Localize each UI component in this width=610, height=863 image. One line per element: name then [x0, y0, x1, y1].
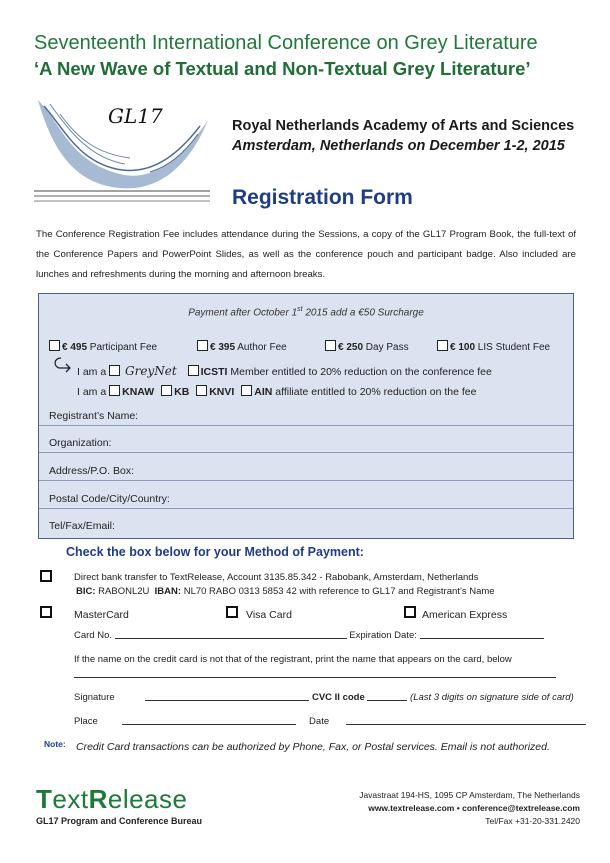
bank-transfer-checkbox[interactable]	[40, 570, 52, 582]
bic-label: BIC:	[76, 586, 96, 597]
visa-checkbox[interactable]	[226, 606, 238, 618]
field-line	[39, 508, 573, 509]
website-link[interactable]: www.textrelease.com	[368, 803, 455, 813]
venue-name: Royal Netherlands Academy of Arts and Sciences	[232, 118, 575, 134]
address-line: Javastraat 194-HS, 1095 CP Amsterdam, The Netherlands	[359, 790, 580, 800]
greynet-checkbox[interactable]	[109, 365, 120, 376]
fee-label: Author Fee	[235, 342, 287, 353]
contact-field[interactable]: Tel/Fax/Email:	[49, 520, 115, 532]
postal-code-field[interactable]: Postal Code/City/Country:	[49, 493, 170, 505]
conference-subtitle: ‘A New Wave of Textual and Non-Textual Grey Literature’	[34, 58, 531, 79]
expiration-input[interactable]	[420, 628, 544, 639]
note-text: Credit Card transactions can be authorized by Phone, Fax, or Postal services. Email is not authorized.	[76, 741, 550, 753]
curved-arrow-icon	[51, 356, 73, 379]
fee-amount: € 495	[62, 342, 88, 353]
organization-field[interactable]: Organization:	[49, 437, 112, 449]
bureau-label: GL17 Program and Conference Bureau	[36, 816, 203, 826]
web-email-line	[368, 803, 580, 813]
venue-place-date: Amsterdam, Netherlands on December 1-2, 2015	[232, 138, 565, 154]
fee-amount: € 250	[338, 342, 364, 353]
cardholder-name-input[interactable]	[74, 677, 556, 678]
signature-row	[74, 690, 574, 703]
fee-option-author[interactable]	[197, 340, 287, 353]
fee-amount: € 395	[210, 342, 236, 353]
place-date-row	[74, 714, 586, 727]
iban-value: NL70 RABO 0313 5853 42 with reference to GL17 and Registrant’s Name	[183, 586, 495, 597]
member-row	[77, 364, 492, 378]
visa-label: Visa Card	[246, 609, 292, 621]
brand-ext: ext	[52, 784, 89, 814]
affiliate-prefix: I am a	[77, 386, 107, 398]
card-number-row	[74, 628, 544, 641]
member-prefix: I am a	[77, 366, 107, 378]
bank-details-line	[76, 586, 495, 597]
field-line	[39, 480, 573, 481]
fee-label: LIS Student Fee	[475, 342, 551, 353]
place-input[interactable]	[122, 714, 296, 725]
fee-label: Day Pass	[363, 342, 409, 353]
surcharge-suffix: 2015 add a €50 Surcharge	[302, 307, 424, 319]
surcharge-notice	[39, 306, 573, 318]
registration-panel	[38, 293, 574, 539]
member-text: Member entitled to 20% reduction on the conference fee	[230, 366, 492, 378]
fee-option-day-pass[interactable]	[325, 340, 409, 353]
fee-option-participant[interactable]	[49, 340, 157, 353]
expiration-label: Expiration Date:	[349, 630, 417, 641]
intro-paragraph: The Conference Registration Fee includes attendance during the Sessions, a copy of the GL17 Program Book, the full-text of the Conference Papers and PowerPoint Slides, as well as the conference pouch and participant badge. Also included are lunches and refreshments during the morning and afternoon breaks.	[36, 229, 576, 280]
signature-input[interactable]	[145, 690, 309, 701]
date-label: Date	[309, 716, 330, 727]
gl17-logo	[30, 92, 215, 207]
conference-title: Seventeenth International Conference on Grey Literature	[34, 32, 538, 54]
date-input[interactable]	[346, 714, 586, 725]
logo-text: GL17	[108, 104, 163, 128]
field-line	[39, 452, 573, 453]
note-label: Note:	[44, 739, 66, 749]
affiliate-row	[77, 385, 476, 398]
fee-amount: € 100	[450, 342, 476, 353]
cvc-input[interactable]	[367, 690, 407, 701]
icsti-checkbox[interactable]	[188, 365, 199, 376]
affiliate-text: affiliate entitled to 20% reduction on the fee	[275, 386, 477, 398]
surcharge-prefix: Payment after October 1	[188, 307, 298, 319]
fee-checkbox[interactable]	[49, 340, 60, 351]
brand-elease: elease	[107, 784, 188, 814]
address-field[interactable]: Address/P.O. Box:	[49, 465, 135, 477]
greynet-label: GreyNet	[125, 364, 177, 378]
knaw-checkbox[interactable]	[109, 385, 120, 396]
amex-label: American Express	[422, 609, 508, 621]
ain-checkbox[interactable]	[241, 385, 252, 396]
fee-checkbox[interactable]	[325, 340, 336, 351]
cvc-note: (Last 3 digits on signature side of card)	[410, 692, 574, 703]
phone-line: Tel/Fax +31-20-331.2420	[485, 816, 580, 826]
knaw-label: KNAW	[122, 386, 155, 398]
fee-label: Participant Fee	[87, 342, 158, 353]
fee-checkbox[interactable]	[437, 340, 448, 351]
cvc-label: CVC II code	[311, 692, 365, 703]
bic-value: RABONL2U	[98, 586, 150, 597]
ain-label: AIN	[254, 386, 273, 398]
payment-method-title: Check the box below for your Method of Payment:	[66, 545, 364, 559]
brand-r: R	[88, 784, 108, 814]
registrant-name-field[interactable]: Registrant’s Name:	[49, 410, 139, 422]
knvi-label: KNVI	[209, 386, 235, 398]
bank-transfer-line: Direct bank transfer to TextRelease, Account 3135.85.342 - Rabobank, Amsterdam, Netherlands	[74, 572, 479, 583]
form-title: Registration Form	[232, 186, 413, 209]
card-number-label: Card No.	[74, 630, 113, 641]
email-link[interactable]: conference@textrelease.com	[462, 803, 580, 813]
separator: •	[456, 803, 460, 813]
brand-t: T	[36, 784, 53, 814]
kb-checkbox[interactable]	[161, 385, 172, 396]
cardholder-note: If the name on the credit card is not that of the registrant, print the name that appears on the card, below	[74, 654, 512, 665]
mastercard-label: MasterCard	[74, 609, 129, 621]
card-number-input[interactable]	[115, 628, 347, 639]
iban-label: IBAN:	[154, 586, 182, 597]
icsti-label: ICSTI	[200, 366, 228, 378]
place-label: Place	[74, 716, 98, 727]
signature-label: Signature	[74, 692, 115, 703]
amex-checkbox[interactable]	[404, 606, 416, 618]
field-line	[39, 425, 573, 426]
mastercard-checkbox[interactable]	[40, 606, 52, 618]
textrelease-logo	[36, 784, 187, 815]
fee-checkbox[interactable]	[197, 340, 208, 351]
knvi-checkbox[interactable]	[196, 385, 207, 396]
kb-label: KB	[174, 386, 190, 398]
surcharge-sup: st	[297, 306, 303, 313]
fee-option-student[interactable]	[437, 340, 550, 353]
